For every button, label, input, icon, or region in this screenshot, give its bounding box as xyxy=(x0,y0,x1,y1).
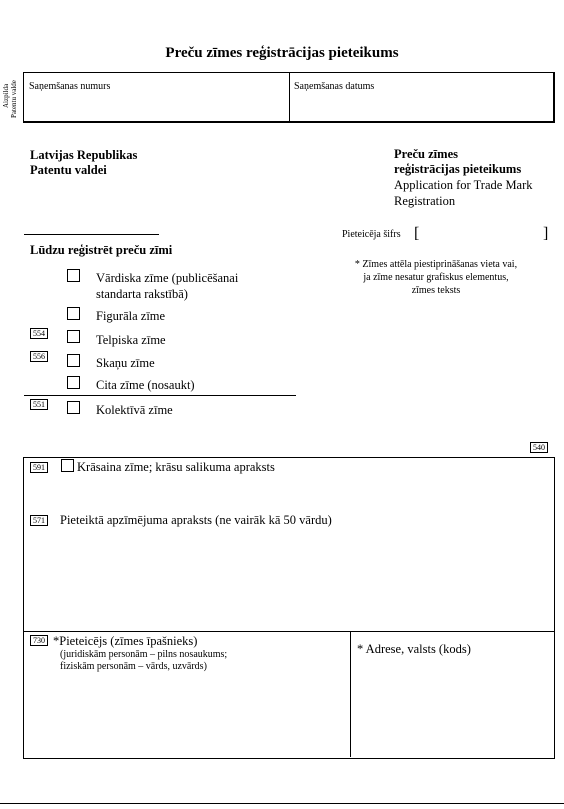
3d-mark-checkbox[interactable] xyxy=(67,330,80,343)
word-mark-checkbox[interactable] xyxy=(67,269,80,282)
form-heading-en1: Application for Trade Mark xyxy=(394,178,533,192)
office-use-line1: Aizpilda xyxy=(2,83,10,108)
page-bottom-line xyxy=(0,803,564,804)
code-591: 591 xyxy=(30,462,48,473)
bracket-close: ] xyxy=(543,225,549,242)
other-mark-label: Cita zīme (nosaukt) xyxy=(96,378,195,392)
form-heading-line2: reģistrācijas pieteikums xyxy=(394,162,522,176)
office-use-box xyxy=(23,72,555,123)
page-title: Preču zīmes reģistrācijas pieteikums xyxy=(165,45,399,61)
note-line2: ja zīme nesatur grafiskus elementus, xyxy=(363,272,509,283)
applicant-sublabel xyxy=(60,649,227,673)
applicant-code-field[interactable] xyxy=(426,226,541,244)
applicant-field[interactable] xyxy=(30,676,346,754)
addressee xyxy=(30,148,137,178)
applicant-sub2: fiziskām personām – vārds, uzvārds) xyxy=(60,661,207,672)
word-mark-label-line1: Vārdiska zīme (publicēšanai xyxy=(96,271,239,285)
request-label: Lūdzu reģistrēt preču zīmi xyxy=(30,243,173,257)
note-line3: zīmes teksts xyxy=(411,285,461,296)
office-use-line2: Patentu valde xyxy=(10,80,18,118)
sound-mark-checkbox[interactable] xyxy=(67,354,80,367)
form-heading-line1: Preču zīmes xyxy=(394,147,458,161)
description-label: Pieteiktā apzīmējuma apraksts (ne vairāk kā 50 vārdu) xyxy=(60,513,332,527)
applicant-label: *Pieteicējs (zīmes īpašnieks) xyxy=(53,634,198,648)
addressee-line1: Latvijas Republikas xyxy=(30,148,138,162)
box-divider xyxy=(24,631,554,632)
color-mark-label: Krāsaina zīme; krāsu salikuma apraksts xyxy=(77,460,275,474)
addressee-line2: Patentu valdei xyxy=(30,163,107,177)
sound-mark-label: Skaņu zīme xyxy=(96,356,155,370)
3d-mark-label: Telpiska zīme xyxy=(96,333,166,347)
address-field[interactable] xyxy=(356,660,550,754)
collective-mark-checkbox[interactable] xyxy=(67,401,80,414)
divider xyxy=(24,234,159,235)
code-554: 554 xyxy=(30,328,48,339)
color-mark-checkbox[interactable] xyxy=(61,459,74,472)
bracket-open: [ xyxy=(414,225,420,242)
receipt-number-field[interactable]: Saņemšanas numurs xyxy=(29,81,111,92)
code-540: 540 xyxy=(530,442,548,453)
receipt-date-field[interactable]: Saņemšanas datums xyxy=(294,81,375,92)
note-line1: * Zīmes attēla piestiprināšanas vieta vai, xyxy=(354,259,518,270)
image-placement-note xyxy=(340,258,532,297)
form-heading-en2: Registration xyxy=(394,194,456,208)
word-mark-label xyxy=(96,270,238,302)
figurative-mark-label: Figurāla zīme xyxy=(96,309,166,323)
code-556: 556 xyxy=(30,351,48,362)
code-730: 730 xyxy=(30,635,48,646)
column-divider xyxy=(350,632,351,757)
figurative-mark-checkbox[interactable] xyxy=(67,307,80,320)
office-use-note xyxy=(0,68,22,120)
applicant-code-label: Pieteicēja šifrs xyxy=(342,229,401,240)
options-divider xyxy=(24,395,296,396)
description-field[interactable] xyxy=(30,532,548,628)
code-551: 551 xyxy=(30,399,48,410)
collective-mark-label: Kolektīvā zīme xyxy=(96,403,173,417)
word-mark-label-line2: standarta rakstībā) xyxy=(96,287,188,301)
code-571: 571 xyxy=(30,515,48,526)
form-heading xyxy=(394,147,533,209)
applicant-sub1: (juridiskām personām – pilns nosaukums; xyxy=(60,649,228,660)
address-label: * Adrese, valsts (kods) xyxy=(357,642,471,656)
other-mark-checkbox[interactable] xyxy=(67,376,80,389)
